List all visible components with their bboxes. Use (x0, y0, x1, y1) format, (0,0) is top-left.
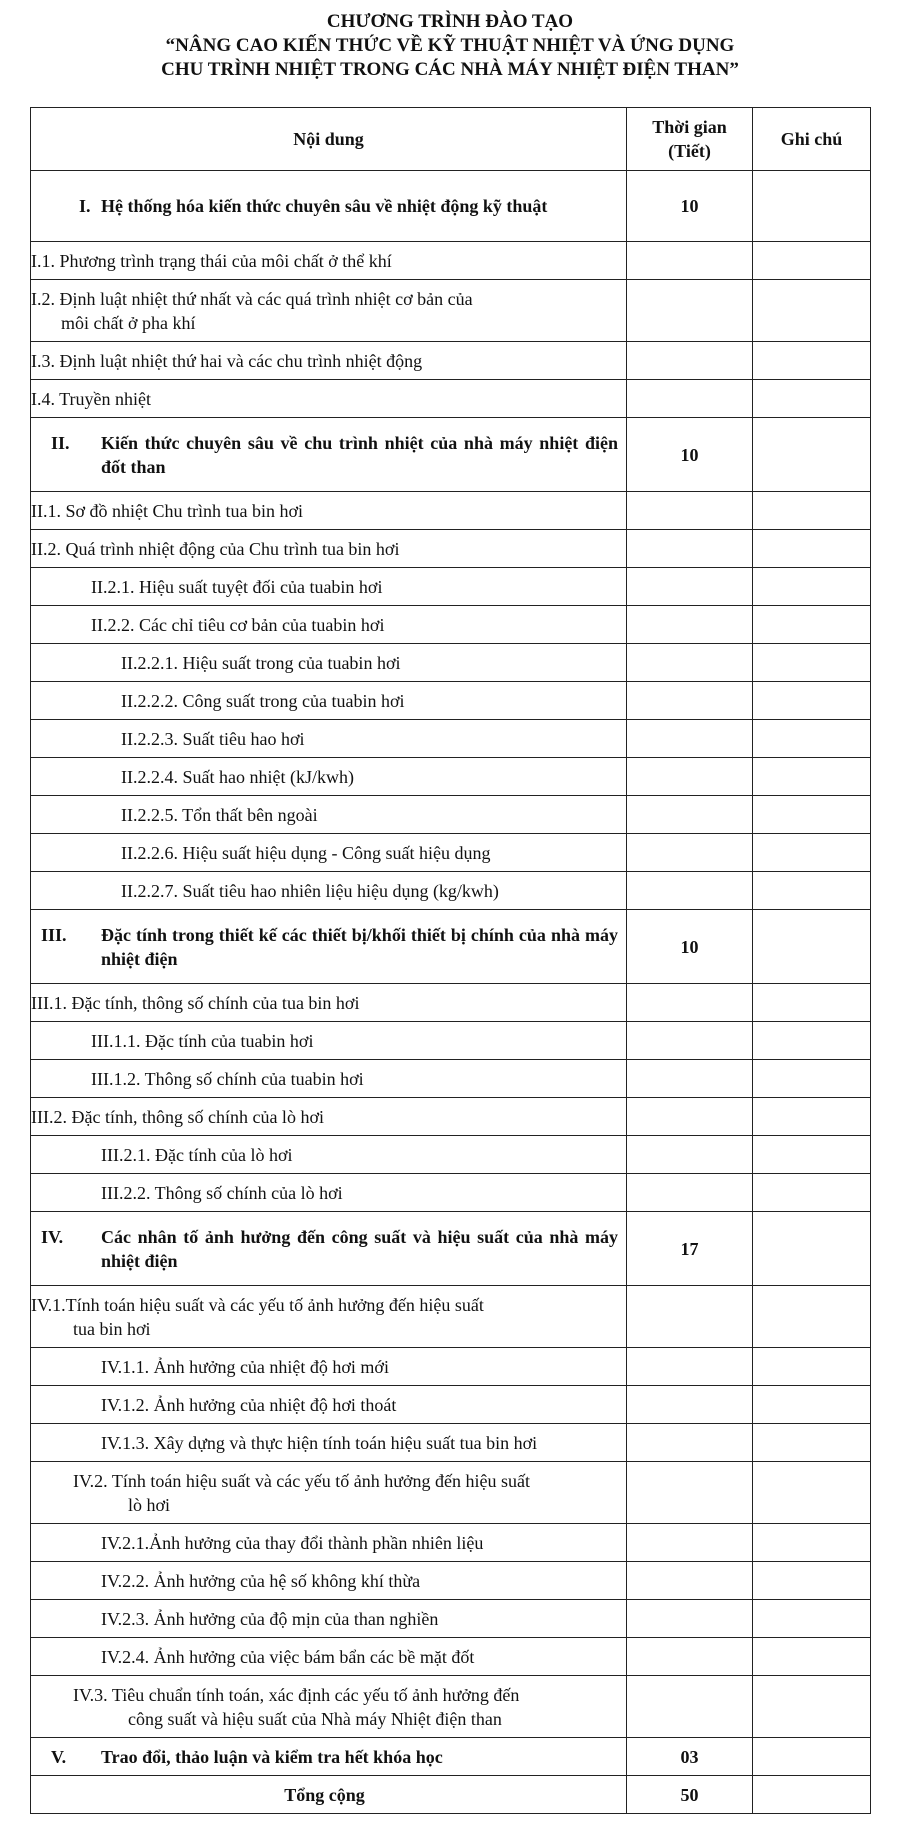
time-cell (627, 1136, 753, 1174)
table-row (31, 1060, 871, 1098)
item-label: I.3. Định luật nhiệt thứ hai và các chu trình nhiệt động (31, 342, 627, 380)
document-title (0, 10, 900, 82)
curriculum-table (30, 107, 871, 1814)
time-cell (627, 606, 753, 644)
note-cell (753, 280, 871, 342)
time-cell (627, 1676, 753, 1738)
table-row (31, 280, 871, 342)
section-row (31, 1738, 871, 1776)
item-label: II.2.2. Các chỉ tiêu cơ bản của tuabin hơi (31, 606, 627, 644)
item-label: II.1. Sơ đồ nhiệt Chu trình tua bin hơi (31, 492, 627, 530)
item-label-continued: lò hơi (128, 1494, 171, 1515)
time-cell (627, 1386, 753, 1424)
note-cell (753, 1600, 871, 1638)
table-row (31, 1386, 871, 1424)
note-cell (753, 644, 871, 682)
section-number: V. (51, 1746, 67, 1767)
item-label: III.1. Đặc tính, thông số chính của tua bin hơi (31, 984, 627, 1022)
table-row (31, 530, 871, 568)
table-row (31, 606, 871, 644)
item-label: IV.1.2. Ảnh hưởng của nhiệt độ hơi thoát (31, 1386, 627, 1424)
item-label: IV.1.3. Xây dựng và thực hiện tính toán hiệu suất tua bin hơi (31, 1424, 627, 1462)
item-label: III.1.1. Đặc tính của tuabin hơi (31, 1022, 627, 1060)
time-cell (627, 796, 753, 834)
section-title: Các nhân tố ảnh hưởng đến công suất và hiệu suất của nhà máy nhiệt điện (101, 1226, 618, 1271)
note-cell (753, 568, 871, 606)
section-number: II. (51, 432, 70, 453)
table-row (31, 342, 871, 380)
note-cell (753, 720, 871, 758)
time-cell (627, 984, 753, 1022)
table-row (31, 1286, 871, 1348)
section-title: Hệ thống hóa kiến thức chuyên sâu về nhiệt động kỹ thuật (101, 196, 548, 216)
time-cell (627, 758, 753, 796)
column-header-time (627, 108, 753, 171)
table-row (31, 1022, 871, 1060)
table-row (31, 1136, 871, 1174)
table-header-row (31, 108, 871, 171)
item-label-continued: môi chất ở pha khí (61, 312, 196, 333)
time-cell (627, 1286, 753, 1348)
table-row (31, 682, 871, 720)
item-label-continued: công suất và hiệu suất của Nhà máy Nhiệt điện than (128, 1708, 502, 1729)
time-cell (627, 380, 753, 418)
note-cell (753, 984, 871, 1022)
item-label: I.4. Truyền nhiệt (31, 380, 627, 418)
note-cell (753, 492, 871, 530)
table-row (31, 834, 871, 872)
table-row (31, 720, 871, 758)
time-cell (627, 280, 753, 342)
time-cell (627, 1562, 753, 1600)
section-time: 10 (627, 910, 753, 984)
title-line-1: CHƯƠNG TRÌNH ĐÀO TẠO (326, 11, 574, 32)
section-row (31, 1212, 871, 1286)
note-cell (753, 1098, 871, 1136)
note-cell (753, 758, 871, 796)
table-row (31, 380, 871, 418)
section-title: Kiến thức chuyên sâu về chu trình nhiệt của nhà máy nhiệt điện đốt than (101, 432, 618, 477)
time-cell (627, 342, 753, 380)
table-row (31, 1462, 871, 1524)
note-cell (753, 1174, 871, 1212)
item-label: IV.1.1. Ảnh hưởng của nhiệt độ hơi mới (31, 1348, 627, 1386)
note-cell (753, 1386, 871, 1424)
item-label: II.2.2.1. Hiệu suất trong của tuabin hơi (31, 644, 627, 682)
item-label-continued: tua bin hơi (73, 1318, 151, 1339)
section-number: IV. (41, 1226, 64, 1247)
column-header-content: Nội dung (31, 108, 627, 171)
note-cell (753, 1562, 871, 1600)
time-cell (627, 1022, 753, 1060)
section-number: III. (41, 924, 67, 945)
table-row (31, 568, 871, 606)
note-cell (753, 1638, 871, 1676)
note-cell (753, 1738, 871, 1776)
note-cell (753, 1286, 871, 1348)
time-cell (627, 1174, 753, 1212)
time-cell (627, 530, 753, 568)
item-label: IV.3. Tiêu chuẩn tính toán, xác định các yếu tố ảnh hưởng đến (73, 1684, 520, 1705)
time-cell (627, 1638, 753, 1676)
note-cell (753, 1212, 871, 1286)
note-cell (753, 380, 871, 418)
table-row (31, 872, 871, 910)
item-label: I.1. Phương trình trạng thái của môi chất ở thể khí (31, 242, 627, 280)
table-row (31, 796, 871, 834)
time-cell (627, 568, 753, 606)
note-cell (753, 342, 871, 380)
item-label: III.2. Đặc tính, thông số chính của lò hơi (31, 1098, 627, 1136)
total-label: Tổng cộng (31, 1776, 627, 1814)
table-row (31, 1638, 871, 1676)
item-label: IV.2.3. Ảnh hưởng của độ mịn của than nghiền (31, 1600, 627, 1638)
note-cell (753, 418, 871, 492)
total-row (31, 1776, 871, 1814)
note-cell (753, 834, 871, 872)
item-label: IV.2.2. Ảnh hưởng của hệ số không khí thừa (31, 1562, 627, 1600)
item-label: IV.2. Tính toán hiệu suất và các yếu tố ảnh hưởng đến hiệu suất (73, 1470, 531, 1491)
note-cell (753, 606, 871, 644)
time-cell (627, 1060, 753, 1098)
item-label: IV.2.1.Ảnh hưởng của thay đổi thành phần nhiên liệu (31, 1524, 627, 1562)
column-header-time-line1: Thời gian (652, 117, 727, 137)
note-cell (753, 1462, 871, 1524)
time-cell (627, 644, 753, 682)
table-row (31, 1600, 871, 1638)
note-cell (753, 1136, 871, 1174)
section-time: 03 (627, 1738, 753, 1776)
section-time: 17 (627, 1212, 753, 1286)
section-title: Trao đổi, thảo luận và kiểm tra hết khóa học (101, 1746, 443, 1767)
time-cell (627, 1348, 753, 1386)
section-row (31, 171, 871, 242)
note-cell (753, 910, 871, 984)
time-cell (627, 492, 753, 530)
item-label: IV.2.4. Ảnh hưởng của việc bám bẩn các bề mặt đốt (31, 1638, 627, 1676)
item-label: IV.1.Tính toán hiệu suất và các yếu tố ảnh hưởng đến hiệu suất (31, 1294, 484, 1315)
total-time: 50 (627, 1776, 753, 1814)
section-time: 10 (627, 418, 753, 492)
column-header-time-line2: (Tiết) (668, 141, 711, 161)
time-cell (627, 1462, 753, 1524)
note-cell (753, 1060, 871, 1098)
item-label: II.2. Quá trình nhiệt động của Chu trình tua bin hơi (31, 530, 627, 568)
item-label: II.2.2.3. Suất tiêu hao hơi (31, 720, 627, 758)
table-row (31, 644, 871, 682)
note-cell (753, 1676, 871, 1738)
time-cell (627, 1424, 753, 1462)
table-row (31, 1348, 871, 1386)
note-cell (753, 796, 871, 834)
note-cell (753, 530, 871, 568)
time-cell (627, 834, 753, 872)
item-label: III.1.2. Thông số chính của tuabin hơi (31, 1060, 627, 1098)
note-cell (753, 682, 871, 720)
table-row (31, 1098, 871, 1136)
item-label: III.2.2. Thông số chính của lò hơi (31, 1174, 627, 1212)
note-cell (753, 1776, 871, 1814)
item-label: II.2.2.7. Suất tiêu hao nhiên liệu hiệu dụng (kg/kwh) (31, 872, 627, 910)
note-cell (753, 1424, 871, 1462)
note-cell (753, 1348, 871, 1386)
section-row (31, 910, 871, 984)
table-row (31, 1676, 871, 1738)
table-row (31, 1562, 871, 1600)
time-cell (627, 720, 753, 758)
note-cell (753, 1022, 871, 1060)
table-row (31, 1424, 871, 1462)
time-cell (627, 1524, 753, 1562)
note-cell (753, 1524, 871, 1562)
item-label: II.2.2.4. Suất hao nhiệt (kJ/kwh) (31, 758, 627, 796)
item-label: II.2.2.5. Tổn thất bên ngoài (31, 796, 627, 834)
table-row (31, 492, 871, 530)
column-header-note: Ghi chú (753, 108, 871, 171)
note-cell (753, 171, 871, 242)
time-cell (627, 1098, 753, 1136)
item-label: II.2.2.2. Công suất trong của tuabin hơi (31, 682, 627, 720)
table-row (31, 758, 871, 796)
time-cell (627, 1600, 753, 1638)
note-cell (753, 242, 871, 280)
item-label: II.2.2.6. Hiệu suất hiệu dụng - Công suất hiệu dụng (31, 834, 627, 872)
time-cell (627, 242, 753, 280)
item-label: II.2.1. Hiệu suất tuyệt đối của tuabin hơi (31, 568, 627, 606)
section-row (31, 418, 871, 492)
section-title: Đặc tính trong thiết kế các thiết bị/khối thiết bị chính của nhà máy nhiệt điện (101, 924, 618, 969)
table-row (31, 1174, 871, 1212)
time-cell (627, 872, 753, 910)
table-row (31, 1524, 871, 1562)
item-label: I.2. Định luật nhiệt thứ nhất và các quá trình nhiệt cơ bản của (31, 288, 473, 309)
title-line-3: CHU TRÌNH NHIỆT TRONG CÁC NHÀ MÁY NHIỆT ĐIỆN THAN” (161, 59, 739, 80)
note-cell (753, 872, 871, 910)
time-cell (627, 682, 753, 720)
title-line-2: “NÂNG CAO KIẾN THỨC VỀ KỸ THUẬT NHIỆT VÀ ỨNG DỤNG (165, 35, 735, 56)
table-row (31, 984, 871, 1022)
section-time: 10 (627, 171, 753, 242)
item-label: III.2.1. Đặc tính của lò hơi (31, 1136, 627, 1174)
section-number: I. (79, 196, 91, 216)
table-row (31, 242, 871, 280)
